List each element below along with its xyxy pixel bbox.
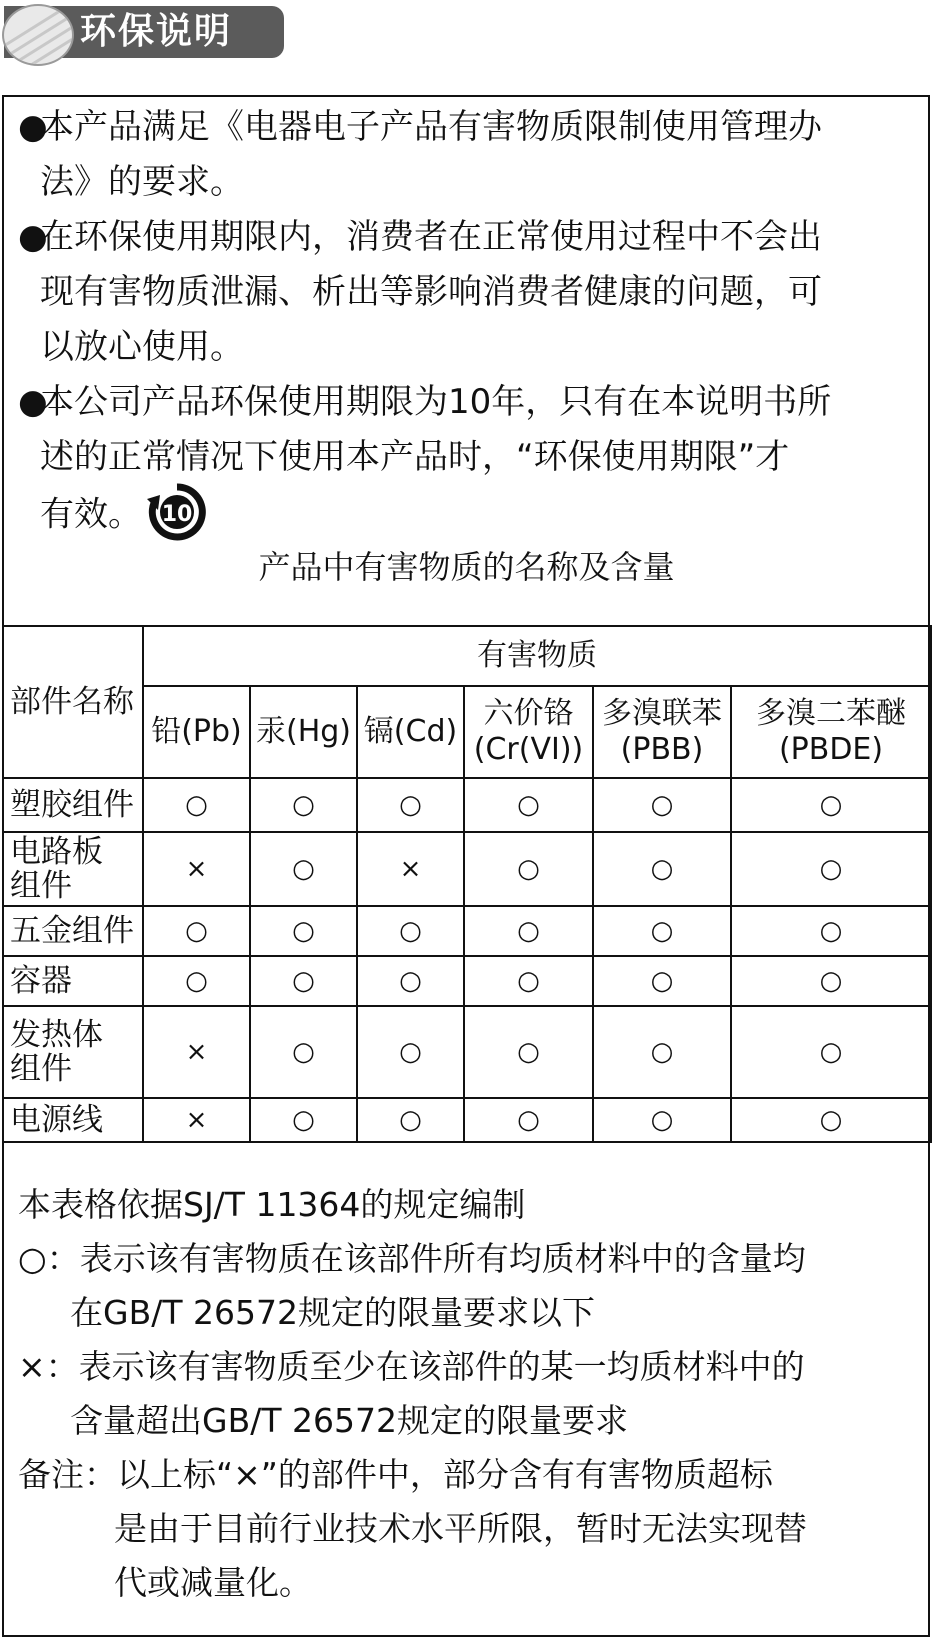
- paragraph-line: 本产品满足《电器电子产品有害物质限制使用管理办: [40, 107, 822, 147]
- hazardous-substance-header: 有害物质: [143, 626, 931, 686]
- paragraph-line: 现有害物质泄漏、析出等影响消费者健康的问题，可: [40, 272, 822, 312]
- circle-legend-line: 在GB/T 26572规定的限量要求以下: [70, 1293, 595, 1332]
- table-cell: ○: [731, 906, 931, 956]
- column-header-text: 多溴二苯醚: [756, 696, 907, 731]
- page-title: 环保说明: [80, 11, 233, 52]
- table-cell: ×: [143, 1006, 250, 1098]
- column-header-text: 镉(Cd): [363, 714, 458, 749]
- table-cell: ○: [464, 906, 593, 956]
- table-notes: [18, 1178, 918, 1610]
- column-header: [357, 686, 464, 778]
- paragraph-line-text: 有效。: [40, 494, 142, 535]
- intro-paragraph-3: [18, 375, 920, 547]
- table-row: [3, 778, 931, 832]
- table-cell: ○: [357, 778, 464, 832]
- table-cell: ○: [731, 1098, 931, 1142]
- intro-paragraph-1: [18, 100, 920, 210]
- table-cell: ○: [357, 956, 464, 1006]
- column-header-text: 汞(Hg): [255, 714, 351, 749]
- table-cell: ×: [143, 832, 250, 906]
- paragraph-line: 法》的要求。: [40, 162, 244, 202]
- paragraph-line: 以放心使用。: [40, 327, 244, 367]
- part-name-text: 发热体组件: [10, 1017, 103, 1087]
- cross-legend-line: 含量超出GB/T 26572规定的限量要求: [70, 1401, 628, 1440]
- table-cell: ○: [464, 1006, 593, 1098]
- table-cell: ○: [464, 1098, 593, 1142]
- section-header: [0, 0, 285, 64]
- column-header: [464, 686, 593, 778]
- table-row: [3, 832, 931, 906]
- table-cell: ○: [593, 956, 731, 1006]
- remark-line: 代或减量化。: [114, 1563, 312, 1602]
- table-cell: ○: [464, 832, 593, 906]
- table-cell: ○: [143, 906, 250, 956]
- part-name: 电源线: [3, 1098, 143, 1142]
- table-cell: ○: [250, 1006, 357, 1098]
- table-cell: ○: [593, 832, 731, 906]
- bullet-icon: ●: [18, 107, 48, 147]
- epup-icon-value: 10: [161, 502, 193, 527]
- part-name: 五金组件: [3, 906, 143, 956]
- table-cell: ○: [250, 832, 357, 906]
- part-name-text: 电路板组件: [10, 834, 103, 904]
- table-cell: ×: [357, 832, 464, 906]
- table-cell: ○: [731, 1006, 931, 1098]
- column-header-text: 多溴联苯: [602, 696, 722, 731]
- column-header-text: 铅(Pb): [151, 714, 242, 749]
- table-cell: ○: [250, 906, 357, 956]
- table-row: [3, 1006, 931, 1098]
- column-header: [593, 686, 731, 778]
- part-name: [3, 832, 143, 906]
- table-cell: ○: [464, 956, 593, 1006]
- table-cell: ○: [250, 1098, 357, 1142]
- table-cell: ○: [143, 956, 250, 1006]
- table-row: [3, 906, 931, 956]
- bullet-icon: ●: [18, 382, 48, 422]
- table-cell: ○: [731, 832, 931, 906]
- header-leaf-icon: [2, 4, 74, 66]
- part-name: 容器: [3, 956, 143, 1006]
- standard-basis-note: 本表格依据SJ/T 11364的规定编制: [18, 1185, 526, 1224]
- column-header-text: (Cr(VI)): [473, 732, 584, 767]
- table-cell: ○: [357, 1098, 464, 1142]
- table-row: [3, 956, 931, 1006]
- table-cell: ○: [593, 906, 731, 956]
- epup-10-years-icon: [146, 481, 208, 543]
- table-cell: ○: [593, 1006, 731, 1098]
- substance-column-headers: [3, 686, 931, 778]
- circle-legend-line: ○：表示该有害物质在该部件所有均质材料中的含量均: [18, 1239, 806, 1278]
- table-cell: ○: [731, 778, 931, 832]
- table-cell: ○: [593, 778, 731, 832]
- paragraph-line: [18, 485, 920, 547]
- table-title: 产品中有害物质的名称及含量: [258, 548, 675, 586]
- intro-paragraph-2: [18, 210, 920, 375]
- table-cell: ○: [464, 778, 593, 832]
- remark-line: 是由于目前行业技术水平所限，暂时无法实现替: [114, 1509, 807, 1548]
- table-cell: ○: [250, 956, 357, 1006]
- column-header-text: 六价铬: [483, 696, 574, 731]
- table-cell: ○: [593, 1098, 731, 1142]
- column-header: [250, 686, 357, 778]
- part-name-header: 部件名称: [3, 626, 143, 778]
- column-header: [731, 686, 931, 778]
- cross-legend-line: ×：表示该有害物质至少在该部件的某一均质材料中的: [18, 1347, 805, 1386]
- column-header-text: (PBB): [620, 732, 704, 767]
- table-cell: ○: [357, 1006, 464, 1098]
- table-cell: ○: [143, 778, 250, 832]
- table-cell: ×: [143, 1098, 250, 1142]
- part-name: [3, 1006, 143, 1098]
- table-cell: ○: [357, 906, 464, 956]
- table-cell: ○: [731, 956, 931, 1006]
- paragraph-line: 本公司产品环保使用期限为10年，只有在本说明书所: [40, 382, 832, 422]
- table-row: [3, 1098, 931, 1142]
- column-header: [143, 686, 250, 778]
- column-header-text: (PBDE): [778, 732, 884, 767]
- paragraph-line: 在环保使用期限内，消费者在正常使用过程中不会出: [40, 217, 822, 257]
- paragraph-line: 述的正常情况下使用本产品时，“环保使用期限”才: [40, 437, 790, 477]
- part-name: 塑胶组件: [3, 778, 143, 832]
- hazardous-substances-table: [2, 625, 932, 1143]
- bullet-icon: ●: [18, 217, 48, 257]
- remark-line: 备注：以上标“×”的部件中，部分含有有害物质超标: [18, 1455, 773, 1494]
- table-cell: ○: [250, 778, 357, 832]
